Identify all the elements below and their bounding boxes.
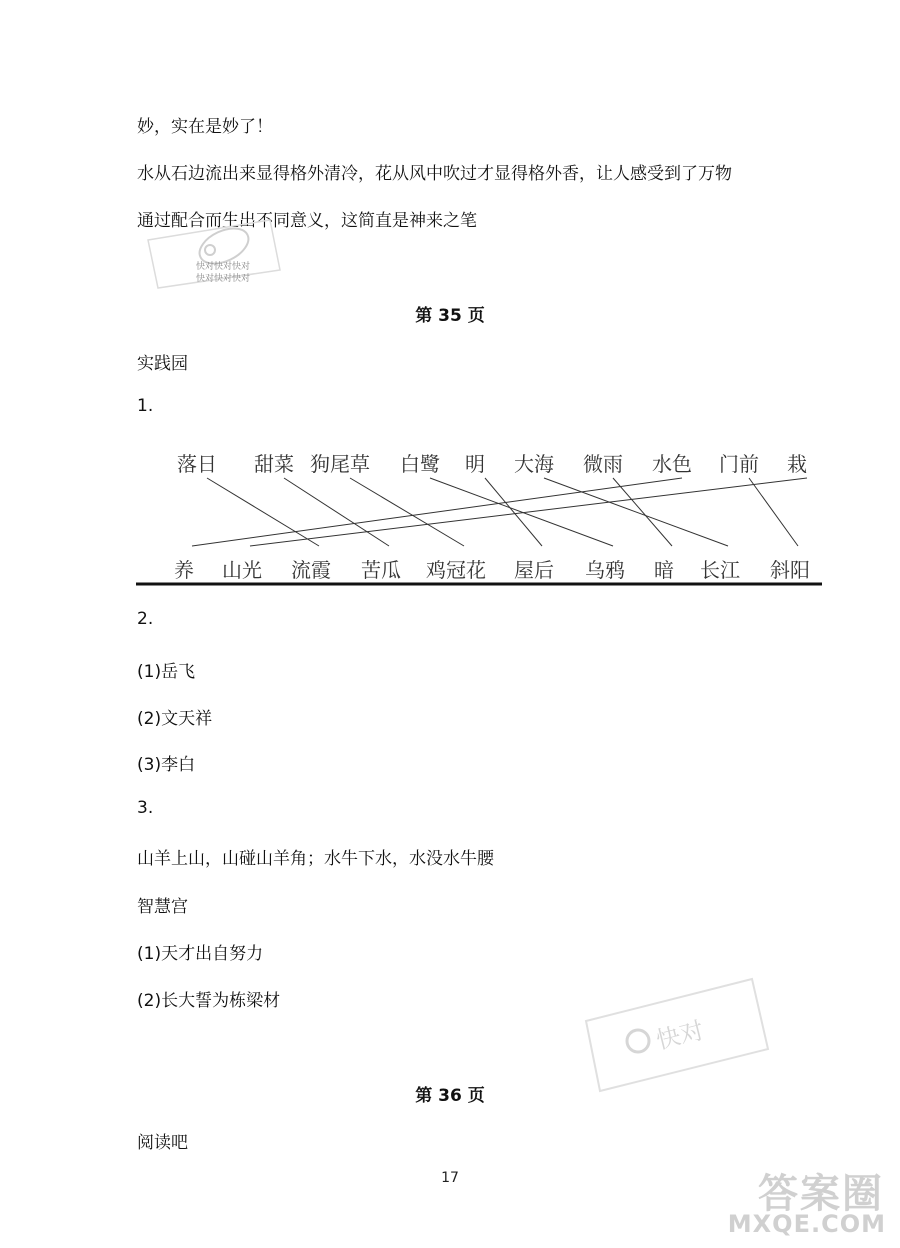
match-top-word-2: 狗尾草 [310,452,370,476]
match-bottom-word-0: 养 [174,558,194,582]
answer-2-3: (3)李白 [137,755,196,775]
match-top-word-6: 微雨 [583,452,623,476]
match-line-8 [749,478,798,546]
section-wisdom-title: 智慧宫 [137,897,188,917]
match-bottom-word-7: 暗 [654,558,674,582]
page-number: 17 [441,1170,459,1186]
section-reading-title: 阅读吧 [137,1133,188,1153]
match-bottom-word-9: 斜阳 [770,558,810,582]
wisdom-answer-1: (1)天才出自努力 [137,944,264,964]
watermark-text-2: 快对快对快对 [196,274,251,284]
word-matching-figure [136,438,824,590]
answer-line-1: 妙，实在是妙了！ [137,117,273,137]
watermark-text-1: 快对快对快对 [196,262,251,272]
match-line-5 [544,478,728,546]
match-bottom-word-8: 长江 [700,558,740,582]
match-bottom-word-2: 流霞 [291,558,331,582]
match-line-9 [250,478,807,546]
match-top-word-8: 门前 [719,452,759,476]
question-2-number: 2. [137,609,154,629]
match-line-2 [350,478,464,546]
answer-2-1: (1)岳飞 [137,662,196,682]
match-top-word-7: 水色 [652,452,692,476]
match-top-word-4: 明 [465,452,485,476]
match-top-word-1: 甜菜 [254,452,294,476]
match-bottom-word-6: 乌鸦 [585,558,625,582]
answer-line-3: 通过配合而生出不同意义，这简直是神来之笔 [137,211,477,231]
brand-watermark-line-1: 答案圈 [758,1171,884,1217]
match-bottom-word-1: 山光 [222,558,262,582]
answer-3: 山羊上山，山碰山羊角；水牛下水，水没水牛腰 [137,849,494,869]
match-bottom-word-5: 屋后 [514,558,554,582]
question-1-number: 1. [137,396,154,416]
section-practice-title: 实践园 [137,354,188,374]
kuaidui-watermark-large [582,975,772,1093]
match-top-word-9: 栽 [787,452,807,476]
wisdom-answer-2: (2)长大誓为栋梁材 [137,991,281,1011]
match-top-word-3: 白鹭 [400,452,440,476]
watermark-logo-text: 快对 [653,1016,707,1055]
brand-watermark-line-2: MXQE.COM [727,1210,886,1238]
page-36-heading: 第 36 页 [415,1086,485,1106]
match-line-4 [485,478,542,546]
match-bottom-word-3: 苦瓜 [361,558,401,582]
match-line-7 [192,478,682,546]
match-line-6 [613,478,672,546]
match-top-word-5: 大海 [514,452,554,476]
match-line-3 [430,478,613,546]
match-bottom-word-4: 鸡冠花 [426,558,486,582]
match-top-word-0: 落日 [177,452,217,476]
page-35-heading: 第 35 页 [415,306,485,326]
answer-2-2: (2)文天祥 [137,709,213,729]
answer-line-2: 水从石边流出来显得格外清冷，花从风中吹过才显得格外香，让人感受到了万物 [137,164,732,184]
question-3-number: 3. [137,798,154,818]
